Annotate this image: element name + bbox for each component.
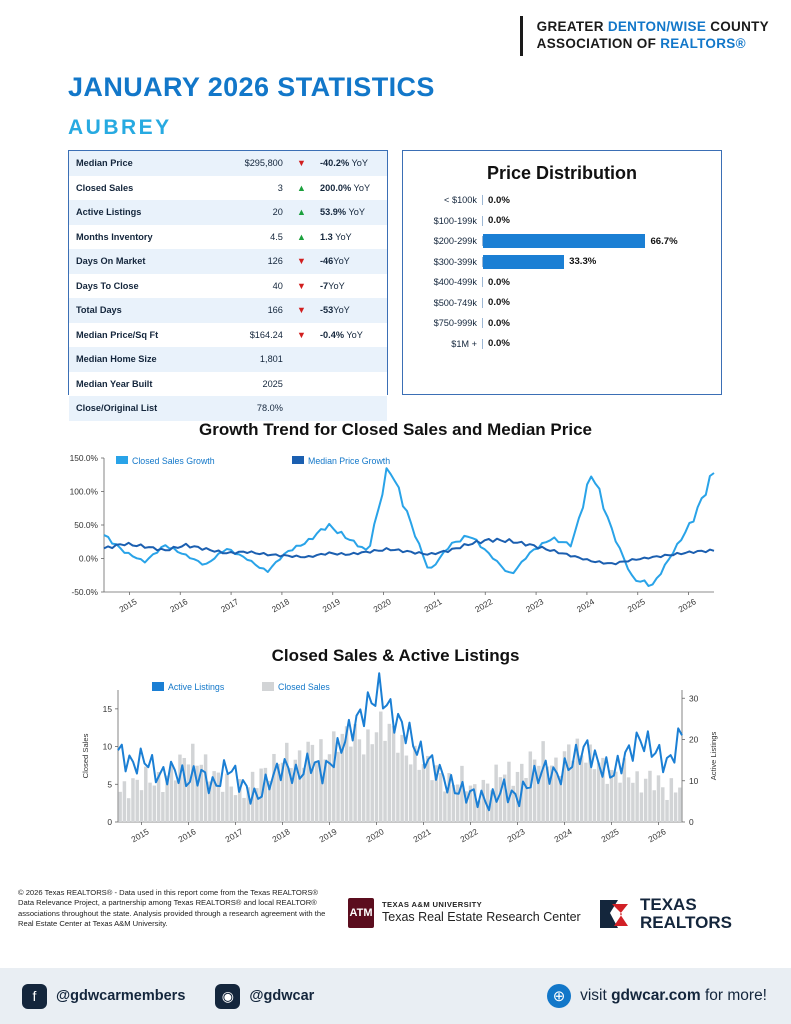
svg-text:Closed Sales: Closed Sales [278,682,330,692]
table-row [69,347,387,372]
price-distribution-bar [483,234,645,248]
svg-text:2018: 2018 [269,596,291,615]
globe-icon: ⊕ [547,984,571,1008]
svg-text:Active Listings: Active Listings [709,731,718,781]
stats-table [69,151,387,421]
stat-label: Close/Original List [76,403,158,414]
table-row [69,372,387,397]
stat-value: 1,801 [259,354,283,365]
stat-label: Days On Market [76,256,146,267]
page-title: JANUARY 2026 STATISTICS [68,72,435,102]
stat-trend-icon [290,372,313,397]
brand-line1-pre: GREATER [536,19,608,35]
svg-text:2025: 2025 [599,826,621,845]
brand-divider [520,16,523,56]
price-distribution-bar-wrap [483,272,713,293]
stat-value: 4.5 [270,231,283,242]
stat-value: 2025 [262,378,283,389]
svg-text:5: 5 [107,779,112,790]
instagram-handle: @gdwcar [249,988,315,1004]
price-distribution-value: 66.7% [650,235,678,247]
svg-text:2017: 2017 [219,596,241,615]
svg-text:15: 15 [102,703,112,714]
svg-text:Closed Sales Growth: Closed Sales Growth [132,456,215,466]
svg-text:Active Listings: Active Listings [168,682,225,692]
svg-text:10: 10 [689,775,699,786]
stat-value: 126 [267,256,283,267]
svg-text:30: 30 [689,693,699,704]
brand-lockup [520,16,791,56]
price-distribution-row [409,313,713,334]
price-distribution-value: 0.0% [488,338,510,350]
facebook-link[interactable] [22,984,185,1009]
stat-yoy: -53YoY [320,305,350,316]
stat-trend-icon [290,396,313,421]
table-row [69,396,387,421]
price-distribution-rows [403,188,721,354]
tamu-text [382,900,581,925]
price-distribution-value: 33.3% [569,256,597,268]
svg-text:2016: 2016 [168,596,190,615]
price-distribution-bar [483,255,564,269]
stat-yoy: 200.0% YoY [320,182,371,193]
visit-text [580,987,767,1005]
stat-label: Days To Close [76,280,139,291]
svg-text:2026: 2026 [676,596,698,615]
stat-label: Median Price/Sq Ft [76,329,159,340]
tamu-line-2: Texas Real Estate Research Center [382,909,581,924]
brand-line2-blue: REALTORS® [660,36,746,51]
price-distribution-row [409,211,713,232]
table-row [69,200,387,225]
price-distribution-value: 0.0% [488,297,510,309]
stat-label: Total Days [76,305,122,316]
price-distribution-label: $200-299k [409,236,483,246]
stat-trend-icon: ▼ [296,256,306,267]
price-distribution-label: $400-499k [409,277,483,287]
svg-text:2022: 2022 [458,826,480,845]
svg-text:2017: 2017 [223,826,245,845]
stat-label: Closed Sales [76,182,134,193]
price-distribution-panel [402,150,722,395]
price-distribution-bar-wrap [483,231,713,252]
svg-text:2019: 2019 [320,596,342,615]
stat-trend-icon: ▼ [296,329,306,340]
table-row [69,274,387,299]
header [0,0,791,72]
svg-text:2024: 2024 [552,826,574,845]
price-distribution-label: $1M + [409,339,483,349]
price-distribution-label: $500-749k [409,298,483,308]
svg-text:0.0%: 0.0% [78,553,98,564]
svg-text:2024: 2024 [574,596,596,615]
price-distribution-bar-wrap [483,190,713,211]
svg-text:20: 20 [689,734,699,745]
price-distribution-value: 0.0% [488,317,510,329]
stat-trend-icon: ▲ [296,207,306,218]
texas-realtors-line-1: TEXAS [640,895,697,914]
stat-trend-icon: ▼ [296,158,306,169]
stat-yoy: -7YoY [320,280,345,291]
svg-text:2023: 2023 [524,596,546,615]
stat-trend-icon: ▲ [296,182,306,193]
stat-yoy: 1.3 YoY [320,231,352,242]
price-distribution-bar-wrap [483,293,713,314]
stat-yoy: -0.4% YoY [320,329,363,340]
footer-disclaimer: © 2026 Texas REALTORS® - Data used in this report come from the Texas REALTORS® Data Relevance Project, a partnership among Texas REALTORS® and local REALTOR® associations throughout the state. Analysis provided through a research agreement with the Real Estate Center at Texas A&M University. [18,888,326,928]
svg-text:2015: 2015 [117,596,139,615]
svg-text:2018: 2018 [270,826,292,845]
tamu-mark-icon: ATM [348,898,374,928]
svg-text:150.0%: 150.0% [69,453,98,463]
svg-text:100.0%: 100.0% [69,486,98,497]
price-distribution-bar-wrap [483,313,713,334]
price-distribution-title: Price Distribution [486,163,638,183]
svg-text:2015: 2015 [129,826,151,845]
svg-text:2021: 2021 [422,596,444,615]
stat-yoy: -46YoY [320,256,350,267]
stat-value: 166 [267,305,283,316]
price-distribution-row [409,293,713,314]
svg-text:2019: 2019 [317,826,339,845]
growth-chart [46,444,746,634]
price-distribution-row [409,231,713,252]
website-link[interactable] [547,984,767,1008]
bottom-bar [0,968,791,1024]
svg-text:2023: 2023 [505,826,527,845]
tamu-line-1: TEXAS A&M UNIVERSITY [382,900,483,910]
price-distribution-label: $300-399k [409,257,483,267]
svg-text:2020: 2020 [371,596,393,615]
stat-trend-icon: ▼ [296,305,306,316]
texas-realtors-logo [598,896,732,932]
price-distribution-row [409,190,713,211]
stat-label: Months Inventory [76,231,153,242]
brand-line1-blue: DENTON/WISE [607,19,707,35]
stat-label: Median Home Size [76,354,157,365]
stat-value: 3 [277,182,283,193]
stat-value: 20 [272,207,283,218]
page-subtitle: AUBREY [68,116,172,139]
stat-value: 40 [272,280,283,291]
price-distribution-value: 0.0% [488,276,510,288]
svg-text:2026: 2026 [646,826,668,845]
price-distribution-bar-wrap [483,211,713,232]
price-distribution-row [409,252,713,273]
price-distribution-bar-wrap [483,334,713,355]
svg-text:2022: 2022 [473,596,495,615]
table-row [69,176,387,201]
stat-yoy [313,396,387,421]
brand-line-1 [537,19,769,36]
table-row [69,249,387,274]
price-distribution-value: 0.0% [488,215,510,227]
stat-trend-icon [290,347,313,372]
svg-text:10: 10 [102,741,112,752]
price-distribution-bar-wrap [483,252,713,273]
brand-text [537,19,769,53]
svg-text:2025: 2025 [625,596,647,615]
sales-chart-title: Closed Sales & Active Listings [271,646,520,665]
instagram-link[interactable] [215,984,314,1009]
svg-text:-50.0%: -50.0% [71,587,98,597]
stat-label: Median Year Built [76,378,153,389]
price-distribution-value: 0.0% [488,194,510,206]
visit-site: gdwcar.com [611,987,701,1004]
price-distribution-label: < $100k [409,195,483,205]
price-distribution-row [409,334,713,355]
sales-chart-svg [46,672,746,867]
stat-yoy [313,347,387,372]
stat-value: 78.0% [256,403,283,414]
stat-label: Median Price [76,158,133,169]
visit-pre: visit [580,987,612,1004]
visit-post: for more! [700,987,767,1004]
stat-label: Active Listings [76,207,142,218]
table-row [69,323,387,348]
svg-text:2016: 2016 [176,826,198,845]
svg-text:0: 0 [107,817,112,827]
brand-line1-post: COUNTY [706,19,769,35]
stats-table-panel [68,150,388,414]
svg-text:Median Price Growth: Median Price Growth [308,456,391,466]
price-distribution-row [409,272,713,293]
table-row [69,225,387,250]
price-distribution-label: $750-999k [409,318,483,328]
price-distribution-label: $100-199k [409,216,483,226]
table-row [69,298,387,323]
facebook-icon: f [22,984,47,1009]
texas-realtors-text [640,896,732,932]
brand-line-2 [537,36,769,53]
stat-yoy [313,372,387,397]
stat-value: $164.24 [249,329,283,340]
table-row [69,151,387,176]
svg-text:0: 0 [689,817,694,827]
stat-yoy: -40.2% YoY [320,158,369,169]
svg-text:Closed Sales: Closed Sales [81,733,90,779]
svg-text:2020: 2020 [364,826,386,845]
texas-realtors-mark-icon [598,898,632,930]
growth-chart-title: Growth Trend for Closed Sales and Median Price [199,420,592,439]
texas-realtors-line-2: REALTORS [640,912,732,932]
tamu-logo-block [348,898,581,928]
sales-chart [46,672,746,867]
growth-chart-svg [46,444,746,634]
stat-trend-icon: ▼ [296,280,306,291]
stat-trend-icon: ▲ [296,231,306,242]
svg-text:50.0%: 50.0% [74,520,98,530]
brand-line2-pre: ASSOCIATION OF [536,36,661,51]
svg-text:2021: 2021 [411,826,433,845]
facebook-handle: @gdwcarmembers [56,988,186,1004]
instagram-icon: ◉ [215,984,240,1009]
stat-value: $295,800 [244,158,283,169]
stat-yoy: 53.9% YoY [320,207,365,218]
